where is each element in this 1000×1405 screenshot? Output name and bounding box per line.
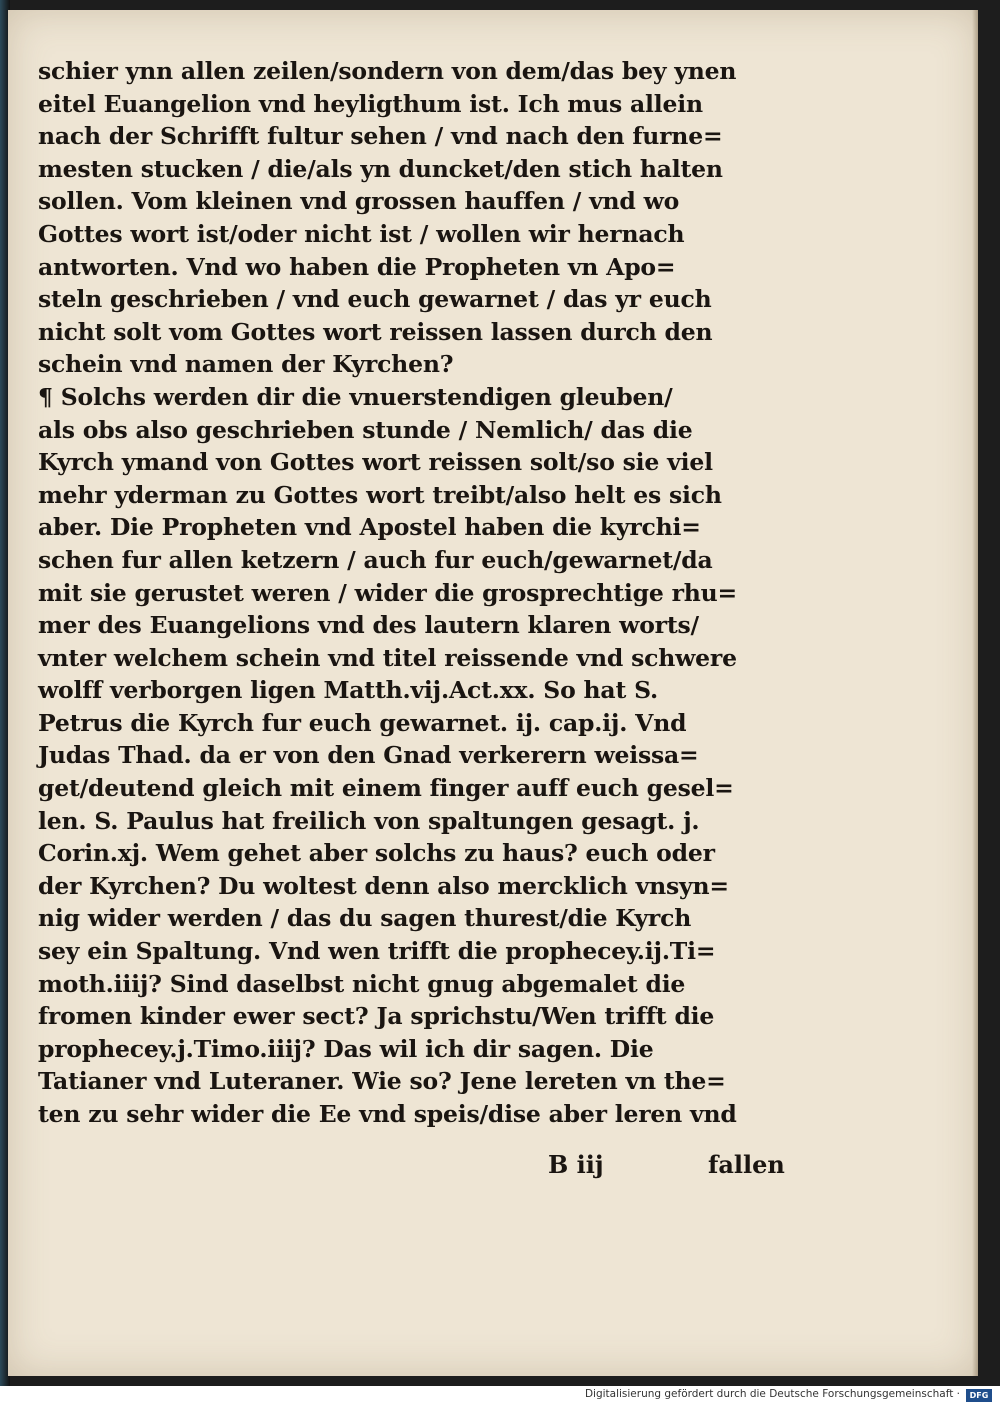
funding-credit: Digitalisierung gefördert durch die Deutsche Forschungsgemeinschaft · [584,1388,960,1400]
text-block [38,55,798,1131]
text-line: get/deutend gleich mit einem finger auff euch gesel= [38,774,734,803]
text-line: prophecey.j.Timo.iiij? Das wil ich dir sagen. Die [38,1034,654,1063]
text-line: Corin.xj. Wem gehet aber solchs zu haus? euch oder [38,839,715,868]
text-line: eitel Euangelion vnd heyligthum ist. Ich mus allein [38,89,703,118]
signature-line [548,1150,808,1184]
text-line: aber. Die Propheten vnd Apostel haben die kyrchi= [38,513,701,542]
text-line: fromen kinder ewer sect? Ja sprichstu/Wen trifft die [38,1002,715,1031]
text-line: antworten. Vnd wo haben die Propheten vn Apo= [38,252,676,281]
text-line: Gottes wort ist/oder nicht ist / wollen wir hernach [38,219,685,248]
text-line: nicht solt vom Gottes wort reissen lassen durch den [38,317,713,346]
dfg-logo-icon: DFG [966,1389,992,1402]
book-page [8,10,978,1376]
text-line: wolff verborgen ligen Matth.vij.Act.xx. So hat S. [38,676,658,705]
text-line: mesten stucken / die/als yn duncket/den stich halten [38,154,723,183]
catchword: fallen [708,1150,785,1179]
text-line: nach der Schrifft fultur sehen / vnd nach den furne= [38,122,723,151]
text-line: schen fur allen ketzern / auch fur euch/gewarnet/da [38,545,713,574]
text-line: mehr yderman zu Gottes wort treibt/also helt es sich [38,480,722,509]
text-line: steln geschrieben / vnd euch gewarnet / das yr euch [38,285,712,314]
text-line: moth.iiij? Sind daselbst nicht gnug abgemalet die [38,969,686,998]
footer-bar [0,1386,1000,1405]
text-line: als obs also geschrieben stunde / Nemlich/ das die [38,415,693,444]
text-line: Tatianer vnd Luteraner. Wie so? Jene lereten vn the= [38,1067,726,1096]
text-line: mer des Euangelions vnd des lautern klaren worts/ [38,611,699,640]
text-line: ¶ Solchs werden dir die vnuerstendigen gleuben/ [38,382,673,411]
text-line: schier ynn allen zeilen/sondern von dem/das bey ynen [38,57,737,85]
text-line: sollen. Vom kleinen vnd grossen hauffen / vnd wo [38,187,680,216]
text-line: Petrus die Kyrch fur euch gewarnet. ij. cap.ij. Vnd [38,708,687,737]
text-line: vnter welchem schein vnd titel reissende vnd schwere [38,643,737,672]
text-line: Kyrch ymand von Gottes wort reissen solt/so sie viel [38,448,713,477]
text-line: mit sie gerustet weren / wider die grosprechtige rhu= [38,578,738,607]
text-line: Judas Thad. da er von den Gnad verkerern weissa= [38,741,699,770]
text-line: sey ein Spaltung. Vnd wen trifft die prophecey.ij.Ti= [38,937,716,966]
text-line: der Kyrchen? Du woltest denn also mercklich vnsyn= [38,871,729,900]
text-line: schein vnd namen der Kyrchen? [38,350,454,379]
text-line: ten zu sehr wider die Ee vnd speis/dise aber leren vnd [38,1100,737,1128]
text-line: len. S. Paulus hat freilich von spaltungen gesagt. j. [38,806,700,835]
text-line: nig wider werden / das du sagen thurest/die Kyrch [38,904,692,933]
signature-mark: B iij [548,1150,604,1179]
